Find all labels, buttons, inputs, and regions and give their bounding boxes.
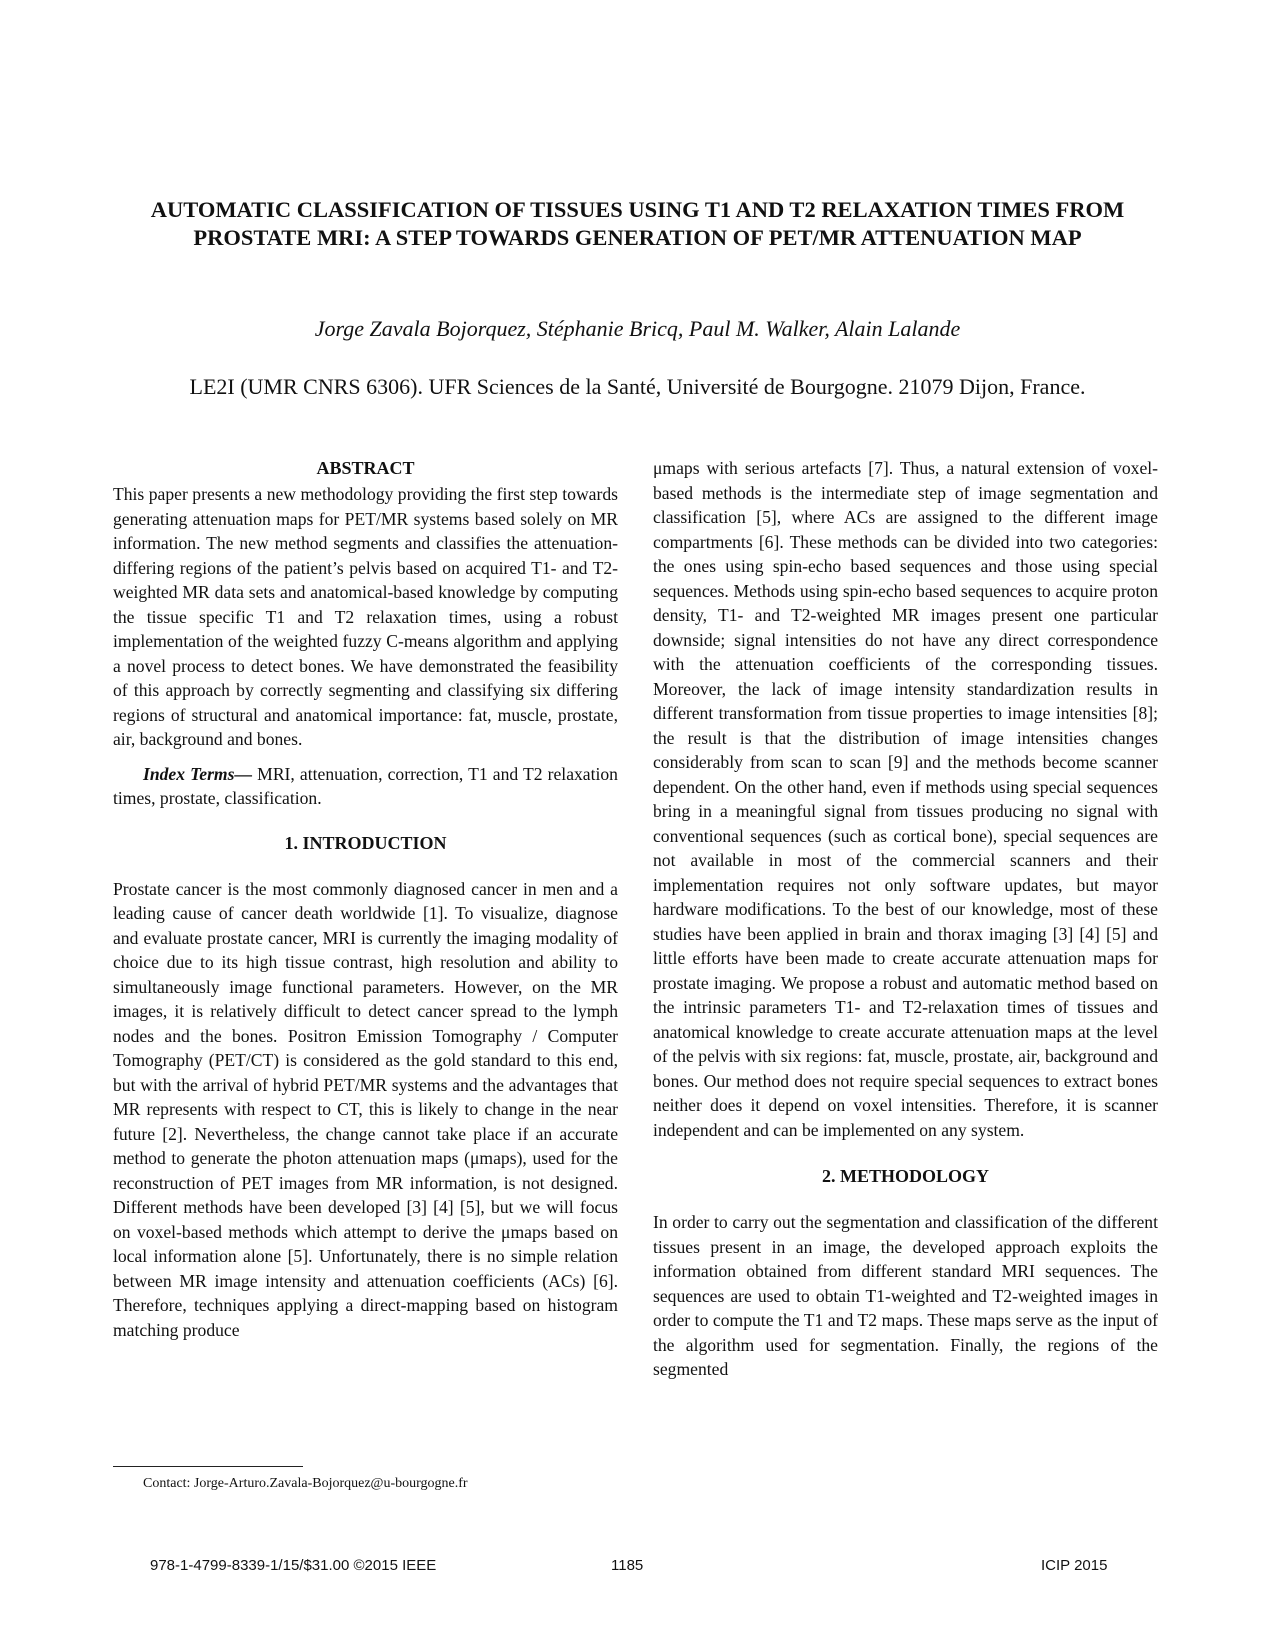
introduction-heading: 1. INTRODUCTION bbox=[284, 832, 447, 853]
abstract-heading: ABSTRACT bbox=[316, 458, 415, 478]
index-terms bbox=[113, 762, 618, 811]
author-list: Jorge Zavala Bojorquez, Stéphanie Bricq, Paul M. Walker, Alain Lalande bbox=[314, 316, 961, 341]
footnote-rule bbox=[113, 1466, 303, 1467]
methodology-heading: 2. METHODOLOGY bbox=[821, 1166, 989, 1186]
paper-title: AUTOMATIC CLASSIFICATION OF TISSUES USING T1 AND T2 RELAXATION TIMES FROM PROSTATE MRI: A STEP TOWARDS GENERATION OF PET/MR ATTENUATION MAP bbox=[150, 197, 1125, 250]
affiliation: LE2I (UMR CNRS 6306). UFR Sciences de la Santé, Université de Bourgogne. 21079 Dijon, France. bbox=[189, 374, 1086, 399]
index-terms-label: Index Terms— bbox=[143, 763, 253, 784]
left-column bbox=[113, 456, 618, 1342]
page-number: 1185 bbox=[611, 1557, 644, 1574]
contact-footnote: Contact: Jorge-Arturo.Zavala-Bojorquez@u-bourgogne.fr bbox=[143, 1476, 468, 1491]
abstract-text: This paper presents a new methodology providing the first step towards generating attenuation maps for PET/MR systems based solely on MR information. The new method segments and classifies the attenuation-differing regions of the patient’s pelvis based on acquired T1- and T2-weighted MR data sets and anatomical-based knowledge by computing the tissue specific T1 and T2 relaxation times, using a robust implementation of the weighted fuzzy C-means algorithm and applying a novel process to detect bones. We have demonstrated the feasibility of this approach by correctly segmenting and classifying six differing regions of structural and anatomical importance: fat, muscle, prostate, air, background and bones. bbox=[113, 484, 618, 749]
footer-conference: ICIP 2015 bbox=[1041, 1557, 1108, 1574]
right-column bbox=[653, 456, 1158, 1382]
footer-isbn: 978-1-4799-8339-1/15/$31.00 ©2015 IEEE bbox=[150, 1557, 437, 1574]
index-terms-text: MRI, attenuation, correction, T1 and T2 relaxation times, prostate, classification. bbox=[113, 763, 618, 808]
methodology-text: In order to carry out the segmentation and classification of the different tissues present in an image, the developed approach exploits the information obtained from different standard MRI sequences. The sequences are used to obtain T1-weighted and T2-weighted images in order to compute the T1 and T2 maps. These maps serve as the input of the algorithm used for segmentation. Finally, the regions of the segmented bbox=[653, 1212, 1158, 1379]
introduction-text-right: μmaps with serious artefacts [7]. Thus, a natural extension of voxel-based methods is the intermediate step of image segmentation and classification [5], where ACs are assigned to the different image compartments [6]. These methods can be divided into two categories: the ones using spin-echo based sequences and those using special sequences. Methods using spin-echo based sequences to acquire proton density, T1- and T2-weighted MR images present one particular downside; signal intensities do not have any direct correspondence with the attenuation coefficients of the corresponding tissues. Moreover, the lack of image intensity standardization results in different transformation from tissue properties to image intensities [8]; the result is that the distribution of image intensities changes considerably from scan to scan [9] and the methods become scanner dependent. On the other hand, even if methods using special sequences bring in a meaningful signal from tissues producing no signal with conventional sequences (such as cortical bone), special sequences are not available in most of the commercial scanners and their implementation requires not only software updates, but mayor hardware modifications. To the best of our knowledge, most of these studies have been applied in brain and thorax imaging [3] [4] [5] and little efforts have been made to create accurate attenuation maps for prostate imaging. We propose a robust and automatic method based on the intrinsic parameters T1- and T2-relaxation times of tissues and anatomical knowledge to create accurate attenuation maps at the level of the pelvis with six regions: fat, muscle, prostate, air, background and bones. Our method does not require special sequences to extract bones neither does it depend on voxel intensities. Therefore, it is scanner independent and can be implemented on any system. bbox=[653, 458, 1158, 1140]
introduction-text-left: Prostate cancer is the most commonly diagnosed cancer in men and a leading cause of cancer death worldwide [1]. To visualize, diagnose and evaluate prostate cancer, MRI is currently the imaging modality of choice due to its high tissue contrast, high resolution and ability to simultaneously image functional parameters. However, on the MR images, it is relatively difficult to detect cancer spread to the lymph nodes and the bones. Positron Emission Tomography / Computer Tomography (PET/CT) is considered as the gold standard to this end, but with the arrival of hybrid PET/MR systems and the advantages that MR represents with respect to CT, this is likely to change in the near future [2]. Nevertheless, the change cannot take place if an accurate method to generate the photon attenuation maps (μmaps), used for the reconstruction of PET images from MR information, is not designed. Different methods have been developed [3] [4] [5], but we will focus on voxel-based methods which attempt to derive the μmaps based on local information alone [5]. Unfortunately, there is no simple relation between MR image intensity and attenuation coefficients (ACs) [6]. Therefore, techniques applying a direct-mapping based on histogram matching produce bbox=[113, 878, 618, 1340]
